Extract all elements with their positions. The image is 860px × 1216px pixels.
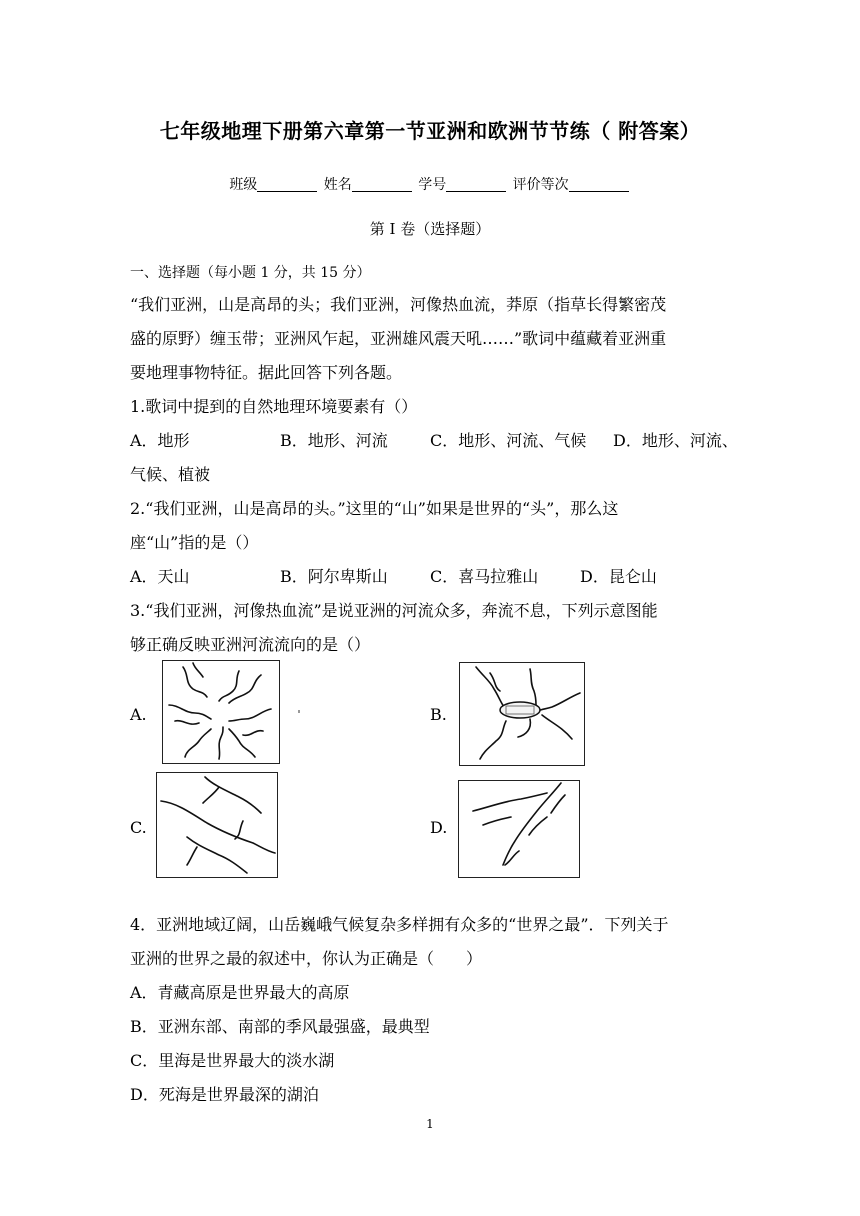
map-c-rivers-flowing-southeast[interactable]	[156, 772, 278, 878]
intro-line-2: 盛的原野）缠玉带；亚洲风乍起，亚洲雄风震天吼……”歌词中蕴藏着亚洲重	[130, 329, 667, 348]
q3-option-b-label[interactable]: B.	[430, 705, 447, 724]
q4-stem-2: 亚洲的世界之最的叙述中，你认为正确是（ ）	[130, 949, 483, 968]
map-b-graphic	[460, 663, 584, 765]
grade-label: 评价等次	[512, 177, 569, 193]
q4-stem-1: 4．亚洲地域辽阔，山岳巍峨气候复杂多样拥有众多的“世界之最”．下列关于	[130, 915, 669, 934]
number-blank[interactable]	[446, 177, 506, 192]
q3-option-c-label[interactable]: C.	[130, 818, 147, 837]
q4-option-c[interactable]: C．里海是世界最大的淡水湖	[130, 1051, 335, 1070]
map-a-graphic	[163, 661, 279, 763]
student-info-line	[0, 174, 860, 194]
q4-option-a[interactable]: A．青藏高原是世界最大的高原	[130, 983, 350, 1002]
class-label: 班级	[229, 177, 258, 193]
q2-option-c[interactable]: C．喜马拉雅山	[430, 567, 539, 586]
q2-option-a[interactable]: A．天山	[130, 567, 190, 586]
q3-option-a-label[interactable]: A.	[130, 705, 147, 724]
q1-option-d-cont: 气候、植被	[130, 465, 211, 484]
page-number: 1	[426, 1117, 434, 1131]
section-title: 第 I 卷（选择题）	[369, 220, 491, 238]
map-a-rivers-flowing-to-center[interactable]	[162, 660, 280, 764]
q1-option-c[interactable]: C．地形、河流、气候	[430, 431, 587, 450]
q4-option-d[interactable]: D．死海是世界最深的湖泊	[130, 1085, 319, 1104]
map-d-rivers-flowing-southwest[interactable]	[458, 780, 580, 878]
intro-line-1: “我们亚洲，山是高昂的头；我们亚洲，河像热血流，莽原（指草长得繁密茂	[130, 295, 667, 314]
q2-stem-1: 2.“我们亚洲，山是高昂的头。”这里的“山”如果是世界的“头”，那么这	[130, 499, 619, 518]
grade-blank[interactable]	[569, 177, 629, 192]
intro-line-3: 要地理事物特征。据此回答下列各题。	[130, 363, 403, 382]
q3-stem-2: 够正确反映亚洲河流流向的是（）	[130, 635, 371, 654]
q2-stem-2: 座“山”指的是（）	[130, 533, 259, 552]
class-blank[interactable]	[257, 177, 317, 192]
q1-option-b[interactable]: B．地形、河流	[280, 431, 388, 450]
map-b-rivers-into-lake[interactable]	[459, 662, 585, 766]
map-d-graphic	[459, 781, 579, 877]
q1-stem: 1.歌词中提到的自然地理环境要素有（）	[130, 397, 418, 416]
q3-option-d-label[interactable]: D.	[430, 818, 448, 837]
q4-option-b[interactable]: B．亚洲东部、南部的季风最强盛，最典型	[130, 1017, 430, 1036]
q3-stem-1: 3.“我们亚洲，河像热血流”是说亚洲的河流众多，奔流不息，下列示意图能	[130, 601, 658, 620]
part-heading: 一、选择题（每小题 1 分，共 15 分）	[130, 265, 371, 281]
q2-option-b[interactable]: B．阿尔卑斯山	[280, 567, 388, 586]
scan-speck	[298, 710, 300, 713]
q1-option-d[interactable]: D．地形、河流、	[613, 431, 738, 450]
q1-option-a[interactable]: A．地形	[130, 431, 190, 450]
name-label: 姓名	[323, 177, 352, 193]
number-label: 学号	[418, 177, 447, 193]
page-title: 七年级地理下册第六章第一节亚洲和欧洲节节练（ 附答案）	[159, 119, 701, 143]
q2-option-d[interactable]: D．昆仑山	[580, 567, 657, 586]
name-blank[interactable]	[352, 177, 412, 192]
map-c-graphic	[157, 773, 277, 877]
